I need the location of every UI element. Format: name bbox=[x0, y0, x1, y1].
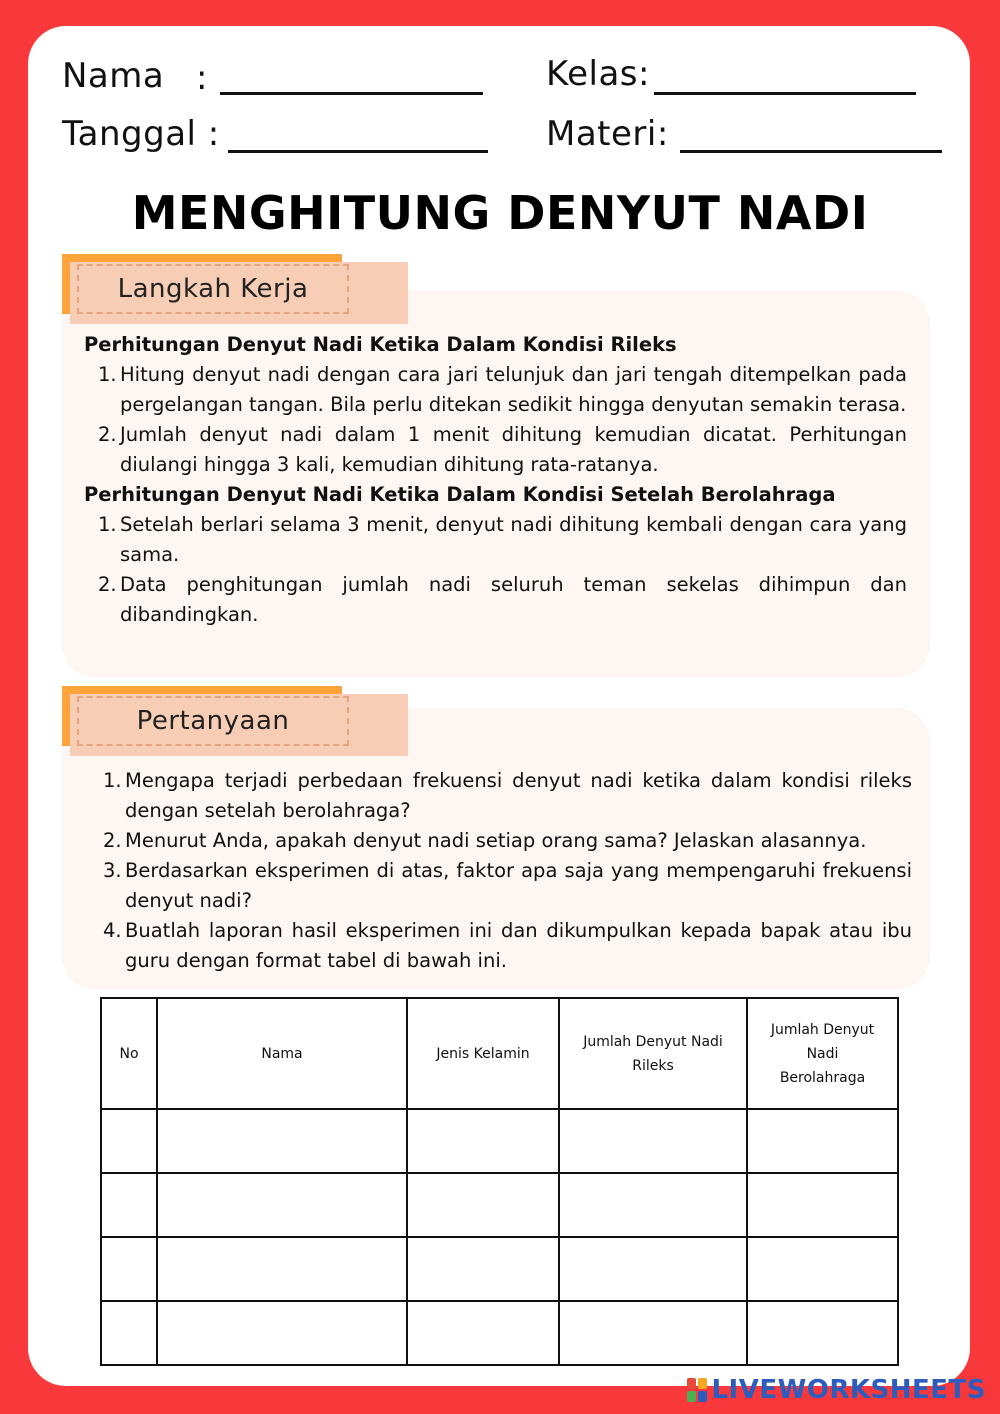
table-cell[interactable] bbox=[407, 1109, 559, 1173]
table-cell[interactable] bbox=[407, 1301, 559, 1365]
list-item: 3. Berdasarkan eksperimen di atas, faktor apa saja yang mempengaruhi frekuensi denyut nadi? bbox=[103, 859, 912, 912]
liveworksheets-text: LIVEWORKSHEETS bbox=[711, 1375, 986, 1405]
table-cell[interactable] bbox=[747, 1301, 898, 1365]
section2-list bbox=[84, 510, 907, 630]
table-cell[interactable] bbox=[407, 1173, 559, 1237]
kelas-label: Kelas: bbox=[546, 54, 650, 94]
materi-label: Materi: bbox=[546, 114, 669, 154]
nama-label: Nama bbox=[62, 56, 165, 96]
list-item: 4. Buatlah laporan hasil eksperimen ini dan dikumpulkan kepada bapak atau ibu guru dengan format tabel di bawah ini. bbox=[103, 919, 912, 972]
kelas-input-line[interactable] bbox=[654, 92, 916, 95]
table-row bbox=[101, 1173, 898, 1237]
table-cell[interactable] bbox=[747, 1109, 898, 1173]
section2-heading: Perhitungan Denyut Nadi Ketika Dalam Kondisi Setelah Berolahraga bbox=[84, 483, 836, 506]
table-cell[interactable] bbox=[157, 1301, 407, 1365]
tanggal-label: Tanggal : bbox=[62, 114, 220, 154]
table-cell[interactable] bbox=[101, 1237, 157, 1301]
tanggal-input-line[interactable] bbox=[228, 150, 488, 153]
table-row bbox=[101, 1109, 898, 1173]
list-item: 2. Menurut Anda, apakah denyut nadi setiap orang sama? Jelaskan alasannya. bbox=[103, 829, 867, 852]
table-cell[interactable] bbox=[157, 1237, 407, 1301]
table-cell[interactable] bbox=[407, 1237, 559, 1301]
pertanyaan-content bbox=[84, 766, 912, 976]
table-header-berolahraga: Jumlah Denyut Nadi Berolahraga bbox=[747, 998, 898, 1109]
table-cell[interactable] bbox=[559, 1173, 747, 1237]
table-cell[interactable] bbox=[101, 1109, 157, 1173]
table-header-jenis-kelamin: Jenis Kelamin bbox=[407, 998, 559, 1109]
table-header-rileks: Jumlah Denyut Nadi Rileks bbox=[559, 998, 747, 1109]
table-header-no: No bbox=[101, 998, 157, 1109]
list-item: 2. Jumlah denyut nadi dalam 1 menit dihitung kemudian dicatat. Perhitungan diulangi hingga 3 kali, kemudian dihitung rata-ratanya. bbox=[98, 423, 907, 476]
section1-heading: Perhitungan Denyut Nadi Ketika Dalam Kondisi Rileks bbox=[84, 333, 677, 356]
liveworksheets-icon bbox=[687, 1378, 707, 1402]
list-item: 1. Setelah berlari selama 3 menit, denyut nadi dihitung kembali dengan cara yang sama. bbox=[98, 513, 907, 566]
list-item: 2. Data penghitungan jumlah nadi seluruh teman sekelas dihimpun dan dibandingkan. bbox=[98, 573, 907, 626]
langkah-kerja-tag-label: Langkah Kerja bbox=[77, 264, 349, 314]
table-header-row bbox=[101, 998, 898, 1109]
pertanyaan-tag-label: Pertanyaan bbox=[77, 696, 349, 746]
materi-input-line[interactable] bbox=[680, 150, 942, 153]
liveworksheets-logo bbox=[687, 1372, 986, 1408]
nama-colon: : bbox=[196, 58, 208, 98]
list-item: 1. Mengapa terjadi perbedaan frekuensi denyut nadi ketika dalam kondisi rileks dengan setelah berolahraga? bbox=[103, 769, 912, 822]
langkah-kerja-content bbox=[84, 330, 907, 630]
nama-input-line[interactable] bbox=[220, 92, 483, 95]
table-cell[interactable] bbox=[157, 1173, 407, 1237]
data-table bbox=[100, 997, 897, 1366]
table-row bbox=[101, 1237, 898, 1301]
table-cell[interactable] bbox=[101, 1301, 157, 1365]
table-cell[interactable] bbox=[747, 1237, 898, 1301]
table-cell[interactable] bbox=[559, 1301, 747, 1365]
list-item: 1. Hitung denyut nadi dengan cara jari telunjuk dan jari tengah ditempelkan pada pergelangan tangan. Bila perlu ditekan sedikit hingga denyutan semakin terasa. bbox=[98, 363, 907, 416]
table-header-nama: Nama bbox=[157, 998, 407, 1109]
table-row bbox=[101, 1301, 898, 1365]
pertanyaan-list bbox=[84, 766, 912, 976]
section1-list bbox=[84, 360, 907, 480]
page-title: MENGHITUNG DENYUT NADI bbox=[131, 186, 869, 240]
table-cell[interactable] bbox=[747, 1173, 898, 1237]
table-cell[interactable] bbox=[559, 1237, 747, 1301]
table-cell[interactable] bbox=[101, 1173, 157, 1237]
table-cell[interactable] bbox=[157, 1109, 407, 1173]
table-cell[interactable] bbox=[559, 1109, 747, 1173]
